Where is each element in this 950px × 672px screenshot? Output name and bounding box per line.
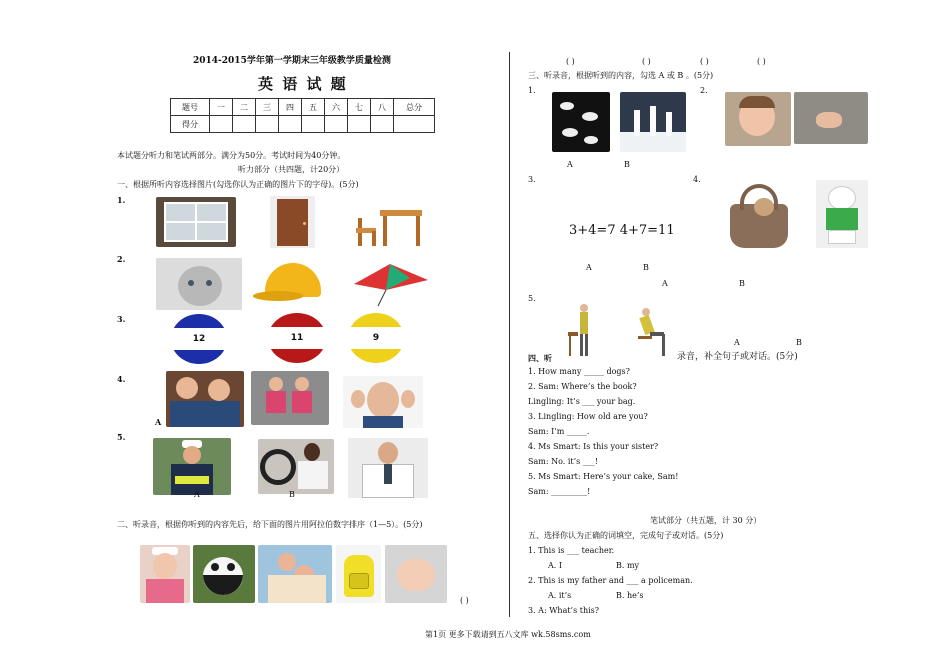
ball-number: 11 [287, 328, 307, 348]
s5-option: A. it’s [548, 591, 572, 600]
s4-line: 3. Lingling: How old are you? [528, 412, 648, 421]
window-picture [156, 197, 236, 247]
table-cell [394, 116, 435, 133]
table-cell: 四 [279, 99, 302, 116]
listening-header: 听力部分（共四题，计20分） [238, 165, 345, 174]
q1-number: 1. [117, 195, 126, 205]
table-cell [210, 116, 233, 133]
table-cell [256, 116, 279, 133]
s4-line: 4. Ms Smart: Is this your sister? [528, 442, 659, 451]
answer-bracket: ( ) [700, 57, 709, 66]
s4-line: Sam: I’m _____. [528, 427, 590, 436]
s3-q1-number: 1. [528, 86, 536, 95]
hand-picture [794, 92, 868, 144]
s4-line: 5. Ms Smart: Here’s your cake, Sam! [528, 472, 679, 481]
table-cell [233, 116, 256, 133]
subject-title: 英 语 试 题 [258, 75, 348, 93]
s3-q1-label-b: B [624, 160, 630, 169]
table-cell: 二 [233, 99, 256, 116]
q4-label-a: A [155, 417, 162, 427]
cap-picture [253, 261, 335, 305]
table-cell: 七 [348, 99, 371, 116]
page-footer: 第1页 更多下载请到五八文库 wk.58sms.com [425, 630, 591, 639]
s3-q5-label-b: B [796, 338, 802, 347]
table-cell [371, 116, 394, 133]
section4-title-start: 四、听 [528, 353, 552, 363]
s4-line: Sam: _________! [528, 487, 591, 496]
dog-toy-picture [816, 180, 868, 248]
table-cell [348, 116, 371, 133]
table-cell: 一 [210, 99, 233, 116]
table-cell: 得分 [171, 116, 210, 133]
section1-title: 一、根据所听内容选择图片(勾选你认为正确的图片下的字母)。(5分) [117, 180, 359, 189]
answer-bracket: ( ) [757, 57, 766, 66]
kite-picture [350, 260, 430, 308]
answer-bracket: ( ) [642, 57, 651, 66]
table-cell: 五 [302, 99, 325, 116]
exam-title: 2014-2015学年第一学期末三年级教学质量检测 [193, 56, 391, 66]
ball-number: 9 [366, 328, 386, 348]
s4-line: 2. Sam: Where’s the book? [528, 382, 637, 391]
policeman-picture [153, 438, 231, 495]
s5-option: A. I [548, 561, 563, 570]
table-cell: 总分 [394, 99, 435, 116]
s4-line: Lingling: It’s ___ your bag. [528, 397, 636, 406]
s3-q3-label-b: B [643, 263, 649, 272]
s5-line: 2. This is my father and ___ a policeman. [528, 576, 693, 585]
s5-option: B. he’s [616, 591, 644, 600]
doctor-picture [348, 438, 428, 498]
s3-q3-number: 3. [528, 175, 536, 184]
section3-title: 三、听录音，根据听到的内容，勾选 A 或 B 。(5分) [528, 71, 714, 80]
grandpa-picture [343, 376, 423, 428]
score-table-score-row [171, 116, 435, 133]
father-son-picture [258, 545, 332, 603]
section2-title: 二、听录音，根据你听到的内容先后，给下面的图片用阿拉伯数字排序（1—5）。(5分) [117, 520, 423, 529]
s3-q5-number: 5. [528, 294, 536, 303]
kite-icon [350, 260, 430, 308]
ball-12 [171, 314, 227, 364]
math-sentences: 3+4=7 4+7=11 [569, 223, 675, 238]
cranes-picture [620, 92, 686, 152]
s3-q5-label-a: A [734, 338, 740, 347]
q4-number: 4. [117, 374, 126, 384]
s3-q4-number: 4. [693, 175, 701, 184]
cat-picture [156, 258, 242, 310]
s3-q1-label-a: A [567, 160, 573, 169]
score-table [170, 98, 435, 133]
table-cell: 题号 [171, 99, 210, 116]
section5-title: 五、选择你认为正确的词填空，完成句子或对话。(5分) [528, 531, 724, 540]
table-cell: 六 [325, 99, 348, 116]
score-table-header-row [171, 99, 435, 116]
column-divider [509, 52, 510, 617]
q5-label-b: B [289, 490, 295, 499]
toddler-picture [725, 92, 791, 146]
q5-number: 5. [117, 432, 126, 442]
girls-picture [251, 371, 329, 425]
swans-picture [552, 92, 610, 152]
q3-number: 3. [117, 314, 126, 324]
baby-feet-picture [385, 545, 447, 603]
schoolbag-picture [336, 545, 381, 603]
panda-picture [193, 545, 255, 603]
s3-q3-label-a: A [586, 263, 592, 272]
ball-9 [348, 313, 404, 363]
section4-title-end: 录音，补全句子或对话。(5分) [677, 352, 798, 362]
table-cell [325, 116, 348, 133]
ball-11 [268, 313, 326, 363]
intro-text: 本试题分听力和笔试两部分。满分为50分。考试时间为40分钟。 [117, 151, 346, 160]
table-cell: 三 [256, 99, 279, 116]
sit-down-picture [632, 302, 670, 358]
table-cell [279, 116, 302, 133]
dog-in-bag-picture [726, 180, 792, 250]
s5-line: 1. This is ___ teacher. [528, 546, 615, 555]
door-picture [270, 196, 315, 248]
section2-answer-bracket: ( ) [460, 596, 469, 605]
q2-number: 2. [117, 254, 126, 264]
s5-line: 3. A: What’s this? [528, 606, 600, 615]
stand-up-picture [566, 302, 602, 358]
s3-q4-label-b: B [739, 279, 745, 288]
desk-chair-picture [350, 204, 425, 246]
boys-picture [166, 371, 244, 427]
answer-bracket: ( ) [566, 57, 575, 66]
nurse-picture [140, 545, 190, 603]
q5-label-a: A [194, 490, 200, 499]
ball-number: 12 [189, 329, 209, 349]
s3-q2-number: 2. [700, 86, 708, 95]
s4-line: 1. How many _____ dogs? [528, 367, 630, 376]
table-cell [302, 116, 325, 133]
driver-picture [258, 439, 334, 494]
s5-option: B. my [616, 561, 640, 570]
table-cell: 八 [371, 99, 394, 116]
s4-line: Sam: No. it’s ___! [528, 457, 599, 466]
s3-q4-label-a: A [662, 279, 668, 288]
written-header: 笔试部分（共五题，计 30 分） [650, 516, 762, 525]
